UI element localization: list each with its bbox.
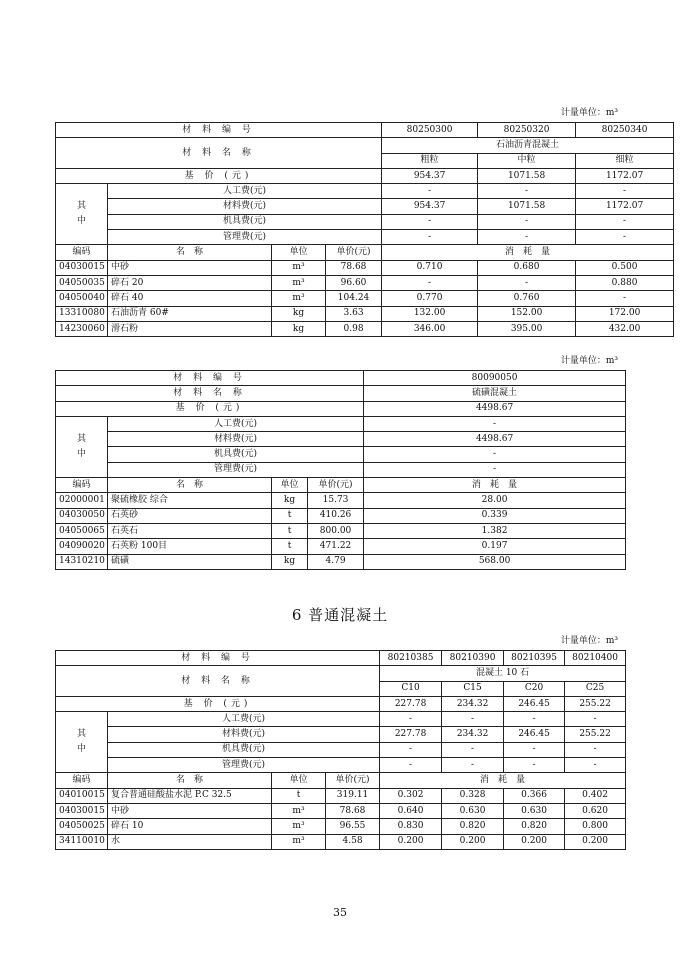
- material-price: 96.60: [326, 275, 382, 290]
- table-row: [56, 666, 626, 681]
- of-which-label: [56, 712, 108, 773]
- consumption-value: 0.800: [565, 819, 626, 834]
- consumption-value: 432.00: [576, 321, 674, 336]
- material-name: 石油沥青 60#: [108, 306, 272, 321]
- labor-value: -: [364, 416, 626, 431]
- consumption-value: 0.200: [504, 834, 565, 849]
- price-col-header: 单价(元): [326, 245, 382, 260]
- table-row: [56, 386, 626, 401]
- code-col-header: 编码: [56, 245, 108, 260]
- machine-label: 机具费(元): [108, 742, 380, 757]
- variant-name: 粗粒: [382, 153, 478, 168]
- material-price: 0.98: [326, 321, 382, 336]
- table-row: [56, 742, 626, 757]
- material-label: 材料费(元): [108, 199, 382, 214]
- variant-name: C20: [504, 681, 565, 696]
- base-price-label: 基 价 (元): [56, 401, 364, 416]
- labor-label: 人工费(元): [108, 184, 382, 199]
- material-price: 3.63: [326, 306, 382, 321]
- mgmt-value: -: [364, 462, 626, 477]
- labor-value: -: [565, 712, 626, 727]
- table-row: [56, 834, 626, 849]
- table-row: [56, 712, 626, 727]
- material-label: 材料费(元): [108, 727, 380, 742]
- consumption-value: 0.830: [380, 819, 442, 834]
- material-unit: t: [272, 508, 308, 523]
- table-row: [56, 803, 626, 818]
- labor-value: -: [478, 184, 576, 199]
- material-name: 滑石粉: [108, 321, 272, 336]
- price-col-header: 单价(元): [308, 478, 364, 493]
- consumption-value: -: [382, 275, 478, 290]
- mgmt-value: -: [380, 758, 442, 773]
- table-row: [56, 462, 626, 477]
- base-price: 255.22: [565, 696, 626, 711]
- base-price: 234.32: [442, 696, 504, 711]
- material-name: 碎石 20: [108, 275, 272, 290]
- mat-name-label: 材 料 名 称: [56, 666, 380, 697]
- of-which-2: 中: [76, 216, 86, 227]
- consumption-value: -: [478, 275, 576, 290]
- table-row: [56, 371, 626, 386]
- code-col-header: 编码: [56, 773, 108, 788]
- table-row: [56, 727, 626, 742]
- material-price: 96.55: [326, 819, 380, 834]
- price-col-header: 单价(元): [326, 773, 380, 788]
- base-price-label: 基 价 (元): [56, 696, 380, 711]
- mat-code: 80210390: [442, 651, 504, 666]
- consumption-value: 0.710: [382, 260, 478, 275]
- material-code: 04050040: [56, 291, 108, 306]
- mat-code: 80250320: [478, 123, 576, 138]
- consumption-value: 0.760: [478, 291, 576, 306]
- consume-col-header: 消 耗 量: [380, 773, 626, 788]
- material-name: 碎石 10: [108, 819, 272, 834]
- mgmt-value: -: [565, 758, 626, 773]
- consumption-value: 568.00: [364, 554, 626, 569]
- machine-value: -: [382, 214, 478, 229]
- table-row: [56, 758, 626, 773]
- of-which-1: 其: [76, 201, 86, 212]
- material-price: 471.22: [308, 539, 364, 554]
- consumption-value: 172.00: [576, 306, 674, 321]
- mgmt-value: -: [478, 230, 576, 245]
- mat-code-label: 材 料 编 号: [56, 123, 382, 138]
- material-price: 104.24: [326, 291, 382, 306]
- consume-col-header: 消 耗 量: [364, 478, 626, 493]
- material-name: 聚硫橡胶 综合: [108, 493, 272, 508]
- material-price: 4.58: [326, 834, 380, 849]
- material-name: 石英石: [108, 523, 272, 538]
- mat-code: 80250340: [576, 123, 674, 138]
- material-code: 04030015: [56, 803, 108, 818]
- table-row: [56, 138, 674, 153]
- table-ordinary-concrete: [55, 650, 626, 850]
- base-price: 4498.67: [364, 401, 626, 416]
- consumption-value: 0.630: [504, 803, 565, 818]
- base-price: 246.45: [504, 696, 565, 711]
- material-unit: m³: [272, 834, 326, 849]
- consumption-value: 0.820: [504, 819, 565, 834]
- table-row: [56, 478, 626, 493]
- labor-value: -: [576, 184, 674, 199]
- mgmt-value: -: [442, 758, 504, 773]
- material-code: 04050035: [56, 275, 108, 290]
- table-row: [56, 291, 674, 306]
- machine-value: -: [576, 214, 674, 229]
- unit-label-3: 计量单位：m³: [560, 636, 618, 646]
- consumption-value: -: [576, 291, 674, 306]
- of-which-2: 中: [76, 744, 86, 755]
- material-value: 246.45: [504, 727, 565, 742]
- consumption-value: 0.500: [576, 260, 674, 275]
- consumption-value: 0.200: [565, 834, 626, 849]
- material-value: 234.32: [442, 727, 504, 742]
- group-name: 石油沥青混凝土: [382, 138, 674, 153]
- table-row: [56, 123, 674, 138]
- of-which-label: [56, 416, 108, 477]
- machine-label: 机具费(元): [108, 214, 382, 229]
- table-asphalt-concrete: [55, 122, 674, 337]
- material-unit: kg: [272, 493, 308, 508]
- machine-value: -: [364, 447, 626, 462]
- mgmt-value: -: [504, 758, 565, 773]
- table-row: [56, 788, 626, 803]
- material-unit: m³: [272, 803, 326, 818]
- table-row: [56, 416, 626, 431]
- page-number: 35: [333, 906, 347, 919]
- machine-value: -: [565, 742, 626, 757]
- table-row: [56, 199, 674, 214]
- material-unit: m³: [272, 260, 326, 275]
- labor-label: 人工费(元): [108, 416, 364, 431]
- consumption-value: 0.680: [478, 260, 576, 275]
- variant-name: C15: [442, 681, 504, 696]
- consumption-value: 0.402: [565, 788, 626, 803]
- table-row: [56, 245, 674, 260]
- table-row: [56, 696, 626, 711]
- material-price: 78.68: [326, 260, 382, 275]
- table-sulfur-concrete: [55, 370, 626, 570]
- table-row: [56, 184, 674, 199]
- mgmt-label: 管理费(元): [108, 230, 382, 245]
- base-price: 954.37: [382, 168, 478, 183]
- table-row: [56, 214, 674, 229]
- material-value: 1172.07: [576, 199, 674, 214]
- material-unit: t: [272, 788, 326, 803]
- material-price: 78.68: [326, 803, 380, 818]
- table-row: [56, 168, 674, 183]
- of-which-2: 中: [76, 448, 86, 459]
- unit-label-2: 计量单位：m³: [560, 356, 618, 366]
- material-code: 14310210: [56, 554, 108, 569]
- mat-name-label: 材 料 名 称: [56, 138, 382, 169]
- machine-label: 机具费(元): [108, 447, 364, 462]
- labor-value: -: [504, 712, 565, 727]
- consumption-value: 0.200: [442, 834, 504, 849]
- material-price: 15.73: [308, 493, 364, 508]
- labor-value: -: [442, 712, 504, 727]
- material-code: 14230060: [56, 321, 108, 336]
- material-name: 碎石 40: [108, 291, 272, 306]
- material-code: 34110010: [56, 834, 108, 849]
- group-name: 混凝土 10 石: [380, 666, 626, 681]
- material-unit: kg: [272, 554, 308, 569]
- table-row: [56, 447, 626, 462]
- material-code: 04010015: [56, 788, 108, 803]
- table-row: [56, 401, 626, 416]
- consumption-value: 0.640: [380, 803, 442, 818]
- material-name: 硫磺: [108, 554, 272, 569]
- table-row: [56, 260, 674, 275]
- mat-code: 80210385: [380, 651, 442, 666]
- name-col-header: 名 称: [108, 478, 272, 493]
- mgmt-value: -: [382, 230, 478, 245]
- consumption-value: 0.820: [442, 819, 504, 834]
- material-value: 255.22: [565, 727, 626, 742]
- unit-col-header: 单位: [272, 773, 326, 788]
- of-which-1: 其: [76, 433, 86, 444]
- labor-label: 人工费(元): [108, 712, 380, 727]
- consumption-value: 0.339: [364, 508, 626, 523]
- material-name: 中砂: [108, 803, 272, 818]
- consumption-value: 1.382: [364, 523, 626, 538]
- consumption-value: 0.366: [504, 788, 565, 803]
- material-name: 水: [108, 834, 272, 849]
- name-col-header: 名 称: [108, 773, 272, 788]
- consume-col-header: 消 耗 量: [382, 245, 674, 260]
- material-value: 1071.58: [478, 199, 576, 214]
- material-value: 227.78: [380, 727, 442, 742]
- table-row: [56, 773, 626, 788]
- base-price: 227.78: [380, 696, 442, 711]
- mgmt-value: -: [576, 230, 674, 245]
- material-price: 800.00: [308, 523, 364, 538]
- mat-code-label: 材 料 编 号: [56, 651, 380, 666]
- labor-value: -: [382, 184, 478, 199]
- material-code: 04050025: [56, 819, 108, 834]
- table-row: [56, 508, 626, 523]
- variant-name: 细粒: [576, 153, 674, 168]
- material-unit: t: [272, 523, 308, 538]
- material-unit: t: [272, 539, 308, 554]
- material-label: 材料费(元): [108, 432, 364, 447]
- base-price: 1172.07: [576, 168, 674, 183]
- mgmt-label: 管理费(元): [108, 462, 364, 477]
- mat-code: 80250300: [382, 123, 478, 138]
- mat-code: 80210400: [565, 651, 626, 666]
- mat-code: 80090050: [364, 371, 626, 386]
- name-col-header: 名 称: [108, 245, 272, 260]
- material-price: 319.11: [326, 788, 380, 803]
- consumption-value: 0.620: [565, 803, 626, 818]
- mat-code: 80210395: [504, 651, 565, 666]
- material-name: 中砂: [108, 260, 272, 275]
- material-price: 410.26: [308, 508, 364, 523]
- table-row: [56, 306, 674, 321]
- consumption-value: 0.880: [576, 275, 674, 290]
- variant-name: C25: [565, 681, 626, 696]
- variant-name: C10: [380, 681, 442, 696]
- consumption-value: 132.00: [382, 306, 478, 321]
- table-row: [56, 493, 626, 508]
- material-code: 04030015: [56, 260, 108, 275]
- mat-code-label: 材 料 编 号: [56, 371, 364, 386]
- table-row: [56, 275, 674, 290]
- code-col-header: 编码: [56, 478, 108, 493]
- machine-value: -: [442, 742, 504, 757]
- unit-label-1: 计量单位：m³: [560, 108, 618, 118]
- mgmt-label: 管理费(元): [108, 758, 380, 773]
- material-code: 02000001: [56, 493, 108, 508]
- table-row: [56, 523, 626, 538]
- material-unit: m³: [272, 291, 326, 306]
- material-unit: kg: [272, 306, 326, 321]
- table-row: [56, 321, 674, 336]
- table-row: [56, 554, 626, 569]
- table-row: [56, 230, 674, 245]
- consumption-value: 0.197: [364, 539, 626, 554]
- section-title: 6 普通混凝土: [291, 606, 389, 624]
- base-price: 1071.58: [478, 168, 576, 183]
- variant-name: 中粒: [478, 153, 576, 168]
- machine-value: -: [478, 214, 576, 229]
- mat-name-label: 材 料 名 称: [56, 386, 364, 401]
- machine-value: -: [504, 742, 565, 757]
- material-name: 石英粉 100目: [108, 539, 272, 554]
- material-code: 04050065: [56, 523, 108, 538]
- unit-col-header: 单位: [272, 478, 308, 493]
- table-row: [56, 432, 626, 447]
- material-code: 13310080: [56, 306, 108, 321]
- consumption-value: 0.200: [380, 834, 442, 849]
- consumption-value: 28.00: [364, 493, 626, 508]
- of-which-1: 其: [76, 729, 86, 740]
- table-row: [56, 819, 626, 834]
- table-row: [56, 539, 626, 554]
- consumption-value: 0.302: [380, 788, 442, 803]
- material-code: 04090020: [56, 539, 108, 554]
- of-which-label: [56, 184, 108, 245]
- consumption-value: 395.00: [478, 321, 576, 336]
- material-value: 954.37: [382, 199, 478, 214]
- consumption-value: 0.770: [382, 291, 478, 306]
- material-value: 4498.67: [364, 432, 626, 447]
- material-name: 复合普通硅酸盐水泥 P.C 32.5: [108, 788, 272, 803]
- material-unit: m³: [272, 275, 326, 290]
- material-unit: kg: [272, 321, 326, 336]
- material-code: 04030050: [56, 508, 108, 523]
- material-unit: m³: [272, 819, 326, 834]
- table-row: [56, 651, 626, 666]
- labor-value: -: [380, 712, 442, 727]
- consumption-value: 346.00: [382, 321, 478, 336]
- consumption-value: 0.630: [442, 803, 504, 818]
- material-name: 石英砂: [108, 508, 272, 523]
- group-name: 硫磺混凝土: [364, 386, 626, 401]
- consumption-value: 0.328: [442, 788, 504, 803]
- unit-col-header: 单位: [272, 245, 326, 260]
- material-price: 4.79: [308, 554, 364, 569]
- consumption-value: 152.00: [478, 306, 576, 321]
- base-price-label: 基 价 (元): [56, 168, 382, 183]
- machine-value: -: [380, 742, 442, 757]
